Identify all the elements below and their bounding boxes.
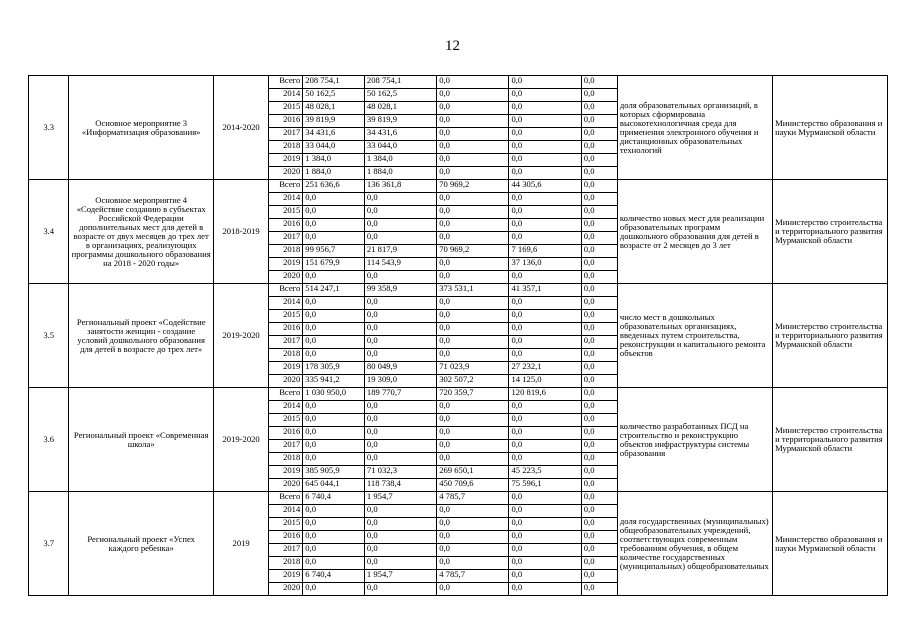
year-cell: 2020	[269, 167, 303, 180]
regional-budget-cell: 34 431,6	[364, 128, 436, 141]
total-funding-cell: 0,0	[303, 505, 365, 518]
total-funding-cell: 514 247,1	[303, 284, 365, 297]
federal-budget-cell: 70 969,2	[437, 180, 509, 193]
extrabudgetary-cell: 0,0	[581, 544, 617, 557]
year-cell: Всего	[269, 76, 303, 89]
year-cell: 2018	[269, 245, 303, 258]
total-funding-cell: 6 740,4	[303, 492, 365, 505]
federal-budget-cell: 373 531,1	[437, 284, 509, 297]
table-row	[29, 284, 888, 297]
total-funding-cell: 99 956,7	[303, 245, 365, 258]
measure-number: 3.3	[29, 76, 69, 180]
extrabudgetary-cell: 0,0	[581, 115, 617, 128]
extrabudgetary-cell: 0,0	[581, 297, 617, 310]
local-budget-cell: 41 357,1	[509, 284, 581, 297]
extrabudgetary-cell: 0,0	[581, 89, 617, 102]
extrabudgetary-cell: 0,0	[581, 323, 617, 336]
extrabudgetary-cell: 0,0	[581, 258, 617, 271]
local-budget-cell: 0,0	[509, 271, 581, 284]
year-cell: 2020	[269, 583, 303, 596]
local-budget-cell: 27 232,1	[509, 362, 581, 375]
extrabudgetary-cell: 0,0	[581, 76, 617, 89]
federal-budget-cell: 0,0	[437, 557, 509, 570]
local-budget-cell: 0,0	[509, 414, 581, 427]
federal-budget-cell: 4 785,7	[437, 570, 509, 583]
extrabudgetary-cell: 0,0	[581, 583, 617, 596]
table-row	[29, 180, 888, 193]
regional-budget-cell: 19 309,0	[364, 375, 436, 388]
regional-budget-cell: 39 819,9	[364, 115, 436, 128]
federal-budget-cell: 0,0	[437, 232, 509, 245]
total-funding-cell: 0,0	[303, 414, 365, 427]
year-cell: 2017	[269, 440, 303, 453]
local-budget-cell: 120 819,6	[509, 388, 581, 401]
year-cell: 2016	[269, 219, 303, 232]
local-budget-cell: 0,0	[509, 583, 581, 596]
local-budget-cell: 0,0	[509, 193, 581, 206]
extrabudgetary-cell: 0,0	[581, 141, 617, 154]
extrabudgetary-cell: 0,0	[581, 570, 617, 583]
year-cell: 2020	[269, 271, 303, 284]
year-cell: 2017	[269, 128, 303, 141]
regional-budget-cell: 1 954,7	[364, 492, 436, 505]
regional-budget-cell: 0,0	[364, 440, 436, 453]
federal-budget-cell: 0,0	[437, 206, 509, 219]
year-cell: 2015	[269, 310, 303, 323]
year-cell: 2016	[269, 427, 303, 440]
year-cell: 2015	[269, 414, 303, 427]
program-table	[28, 75, 888, 596]
extrabudgetary-cell: 0,0	[581, 232, 617, 245]
implementation-period: 2019-2020	[213, 284, 268, 388]
year-cell: 2014	[269, 401, 303, 414]
local-budget-cell: 0,0	[509, 544, 581, 557]
year-cell: 2018	[269, 141, 303, 154]
regional-budget-cell: 0,0	[364, 414, 436, 427]
extrabudgetary-cell: 0,0	[581, 154, 617, 167]
local-budget-cell: 0,0	[509, 557, 581, 570]
federal-budget-cell: 70 969,2	[437, 245, 509, 258]
year-cell: 2019	[269, 466, 303, 479]
extrabudgetary-cell: 0,0	[581, 557, 617, 570]
federal-budget-cell: 0,0	[437, 453, 509, 466]
extrabudgetary-cell: 0,0	[581, 531, 617, 544]
year-cell: 2019	[269, 154, 303, 167]
federal-budget-cell: 0,0	[437, 336, 509, 349]
implementation-period: 2019	[213, 492, 268, 596]
extrabudgetary-cell: 0,0	[581, 271, 617, 284]
regional-budget-cell: 0,0	[364, 297, 436, 310]
year-cell: 2014	[269, 297, 303, 310]
regional-budget-cell: 0,0	[364, 193, 436, 206]
table-row	[29, 388, 888, 401]
local-budget-cell: 0,0	[509, 154, 581, 167]
executor: Министерство образования и науки Мурманской области	[773, 492, 888, 596]
measure-number: 3.7	[29, 492, 69, 596]
total-funding-cell: 0,0	[303, 427, 365, 440]
year-cell: 2018	[269, 349, 303, 362]
extrabudgetary-cell: 0,0	[581, 193, 617, 206]
total-funding-cell: 0,0	[303, 219, 365, 232]
total-funding-cell: 0,0	[303, 531, 365, 544]
total-funding-cell: 39 819,9	[303, 115, 365, 128]
local-budget-cell: 0,0	[509, 518, 581, 531]
regional-budget-cell: 0,0	[364, 505, 436, 518]
year-cell: 2014	[269, 89, 303, 102]
federal-budget-cell: 0,0	[437, 518, 509, 531]
local-budget-cell: 7 169,6	[509, 245, 581, 258]
local-budget-cell: 0,0	[509, 531, 581, 544]
executor: Министерство строительства и территориального развития Мурманской области	[773, 180, 888, 284]
regional-budget-cell: 114 543,9	[364, 258, 436, 271]
extrabudgetary-cell: 0,0	[581, 180, 617, 193]
federal-budget-cell: 0,0	[437, 128, 509, 141]
executor: Министерство строительства и территориального развития Мурманской области	[773, 284, 888, 388]
federal-budget-cell: 0,0	[437, 323, 509, 336]
year-cell: 2016	[269, 323, 303, 336]
regional-budget-cell: 0,0	[364, 336, 436, 349]
federal-budget-cell: 0,0	[437, 440, 509, 453]
measure-name: Региональный проект «Современная школа»	[69, 388, 214, 492]
table-row	[29, 492, 888, 505]
federal-budget-cell: 0,0	[437, 76, 509, 89]
measure-number: 3.6	[29, 388, 69, 492]
regional-budget-cell: 0,0	[364, 323, 436, 336]
federal-budget-cell: 269 650,1	[437, 466, 509, 479]
local-budget-cell: 45 223,5	[509, 466, 581, 479]
local-budget-cell: 0,0	[509, 310, 581, 323]
executor: Министерство образования и науки Мурманской области	[773, 76, 888, 180]
implementation-period: 2019-2020	[213, 388, 268, 492]
total-funding-cell: 385 905,9	[303, 466, 365, 479]
measure-name: Основное мероприятие 3 «Информатизация образования»	[69, 76, 214, 180]
local-budget-cell: 0,0	[509, 440, 581, 453]
extrabudgetary-cell: 0,0	[581, 518, 617, 531]
extrabudgetary-cell: 0,0	[581, 440, 617, 453]
extrabudgetary-cell: 0,0	[581, 284, 617, 297]
local-budget-cell: 0,0	[509, 349, 581, 362]
year-cell: Всего	[269, 284, 303, 297]
federal-budget-cell: 0,0	[437, 89, 509, 102]
extrabudgetary-cell: 0,0	[581, 453, 617, 466]
regional-budget-cell: 33 044,0	[364, 141, 436, 154]
federal-budget-cell: 0,0	[437, 297, 509, 310]
extrabudgetary-cell: 0,0	[581, 219, 617, 232]
year-cell: 2017	[269, 232, 303, 245]
total-funding-cell: 151 679,9	[303, 258, 365, 271]
total-funding-cell: 0,0	[303, 401, 365, 414]
local-budget-cell: 44 305,6	[509, 180, 581, 193]
federal-budget-cell: 0,0	[437, 583, 509, 596]
federal-budget-cell: 0,0	[437, 115, 509, 128]
local-budget-cell: 0,0	[509, 76, 581, 89]
federal-budget-cell: 71 023,9	[437, 362, 509, 375]
total-funding-cell: 0,0	[303, 297, 365, 310]
federal-budget-cell: 0,0	[437, 167, 509, 180]
total-funding-cell: 0,0	[303, 518, 365, 531]
local-budget-cell: 0,0	[509, 219, 581, 232]
federal-budget-cell: 0,0	[437, 427, 509, 440]
result-indicator: доля государственных (муниципальных) общеобразовательных учреждений, соответствующих современным требованиям обучения, в общем количестве государственных (муниципальных) общеобразовательных	[617, 492, 772, 596]
extrabudgetary-cell: 0,0	[581, 336, 617, 349]
extrabudgetary-cell: 0,0	[581, 401, 617, 414]
regional-budget-cell: 0,0	[364, 349, 436, 362]
regional-budget-cell: 0,0	[364, 544, 436, 557]
federal-budget-cell: 0,0	[437, 505, 509, 518]
extrabudgetary-cell: 0,0	[581, 102, 617, 115]
local-budget-cell: 0,0	[509, 570, 581, 583]
page-number: 12	[445, 38, 460, 54]
extrabudgetary-cell: 0,0	[581, 206, 617, 219]
federal-budget-cell: 0,0	[437, 271, 509, 284]
federal-budget-cell: 0,0	[437, 310, 509, 323]
year-cell: 2017	[269, 336, 303, 349]
result-indicator: количество новых мест для реализации образовательных программ дошкольного образования для детей в возрасте от 2 месяцев до 3 лет	[617, 180, 772, 284]
extrabudgetary-cell: 0,0	[581, 245, 617, 258]
extrabudgetary-cell: 0,0	[581, 128, 617, 141]
regional-budget-cell: 0,0	[364, 271, 436, 284]
local-budget-cell: 0,0	[509, 128, 581, 141]
federal-budget-cell: 4 785,7	[437, 492, 509, 505]
regional-budget-cell: 1 954,7	[364, 570, 436, 583]
executor: Министерство строительства и территориального развития Мурманской области	[773, 388, 888, 492]
local-budget-cell: 0,0	[509, 323, 581, 336]
measure-number: 3.5	[29, 284, 69, 388]
federal-budget-cell: 720 359,7	[437, 388, 509, 401]
year-cell: 2019	[269, 362, 303, 375]
year-cell: 2019	[269, 570, 303, 583]
measure-name: Основное мероприятие 4 «Содействие созданию в субъектах Российской Федерации дополнительных мест для детей в возрасте от двух месяцев до трех лет в организациях, реализующих программы дошкольного образования на 2018 - 2020 годы»	[69, 180, 214, 284]
result-indicator: количество разработанных ПСД на строительство и реконструкцию объектов инфраструктуры системы образования	[617, 388, 772, 492]
federal-budget-cell: 450 709,6	[437, 479, 509, 492]
total-funding-cell: 0,0	[303, 310, 365, 323]
federal-budget-cell: 0,0	[437, 544, 509, 557]
federal-budget-cell: 302 507,2	[437, 375, 509, 388]
year-cell: 2016	[269, 115, 303, 128]
year-cell: 2018	[269, 557, 303, 570]
result-indicator: доля образовательных организаций, в которых сформирована высокотехнологичная среда для применения электронного обучения и дистанционных образовательных технологий	[617, 76, 772, 180]
regional-budget-cell: 50 162,5	[364, 89, 436, 102]
year-cell: 2015	[269, 206, 303, 219]
total-funding-cell: 0,0	[303, 336, 365, 349]
table-row	[29, 76, 888, 89]
regional-budget-cell: 189 770,7	[364, 388, 436, 401]
local-budget-cell: 0,0	[509, 102, 581, 115]
result-indicator: число мест в дошкольных образовательных организациях, введенных путем строительства, реконструкции и капитального ремонта объектов	[617, 284, 772, 388]
regional-budget-cell: 0,0	[364, 518, 436, 531]
extrabudgetary-cell: 0,0	[581, 362, 617, 375]
extrabudgetary-cell: 0,0	[581, 505, 617, 518]
federal-budget-cell: 0,0	[437, 258, 509, 271]
total-funding-cell: 50 162,5	[303, 89, 365, 102]
regional-budget-cell: 0,0	[364, 206, 436, 219]
total-funding-cell: 6 740,4	[303, 570, 365, 583]
measure-name: Региональный проект «Содействие занятости женщин - создание условий дошкольного образования для детей в возрасте до трех лет»	[69, 284, 214, 388]
regional-budget-cell: 0,0	[364, 557, 436, 570]
local-budget-cell: 14 125,0	[509, 375, 581, 388]
regional-budget-cell: 208 754,1	[364, 76, 436, 89]
federal-budget-cell: 0,0	[437, 141, 509, 154]
year-cell: 2014	[269, 505, 303, 518]
federal-budget-cell: 0,0	[437, 102, 509, 115]
year-cell: 2020	[269, 375, 303, 388]
year-cell: 2015	[269, 518, 303, 531]
regional-budget-cell: 0,0	[364, 310, 436, 323]
total-funding-cell: 0,0	[303, 349, 365, 362]
year-cell: 2016	[269, 531, 303, 544]
regional-budget-cell: 21 817,9	[364, 245, 436, 258]
total-funding-cell: 1 384,0	[303, 154, 365, 167]
implementation-period: 2018-2019	[213, 180, 268, 284]
total-funding-cell: 0,0	[303, 206, 365, 219]
year-cell: Всего	[269, 388, 303, 401]
regional-budget-cell: 136 361,8	[364, 180, 436, 193]
local-budget-cell: 0,0	[509, 141, 581, 154]
federal-budget-cell: 0,0	[437, 154, 509, 167]
regional-budget-cell: 0,0	[364, 401, 436, 414]
total-funding-cell: 251 636,6	[303, 180, 365, 193]
regional-budget-cell: 0,0	[364, 232, 436, 245]
total-funding-cell: 48 028,1	[303, 102, 365, 115]
regional-budget-cell: 0,0	[364, 531, 436, 544]
year-cell: 2018	[269, 453, 303, 466]
total-funding-cell: 0,0	[303, 544, 365, 557]
local-budget-cell: 0,0	[509, 297, 581, 310]
year-cell: 2014	[269, 193, 303, 206]
local-budget-cell: 0,0	[509, 505, 581, 518]
local-budget-cell: 0,0	[509, 115, 581, 128]
extrabudgetary-cell: 0,0	[581, 167, 617, 180]
local-budget-cell: 0,0	[509, 336, 581, 349]
total-funding-cell: 0,0	[303, 583, 365, 596]
local-budget-cell: 0,0	[509, 89, 581, 102]
regional-budget-cell: 71 032,3	[364, 466, 436, 479]
year-cell: Всего	[269, 492, 303, 505]
extrabudgetary-cell: 0,0	[581, 375, 617, 388]
year-cell: 2019	[269, 258, 303, 271]
extrabudgetary-cell: 0,0	[581, 466, 617, 479]
total-funding-cell: 1 030 950,0	[303, 388, 365, 401]
total-funding-cell: 645 044,1	[303, 479, 365, 492]
year-cell: Всего	[269, 180, 303, 193]
measure-number: 3.4	[29, 180, 69, 284]
local-budget-cell: 0,0	[509, 492, 581, 505]
extrabudgetary-cell: 0,0	[581, 479, 617, 492]
regional-budget-cell: 99 358,9	[364, 284, 436, 297]
extrabudgetary-cell: 0,0	[581, 427, 617, 440]
total-funding-cell: 0,0	[303, 193, 365, 206]
total-funding-cell: 1 884,0	[303, 167, 365, 180]
extrabudgetary-cell: 0,0	[581, 414, 617, 427]
federal-budget-cell: 0,0	[437, 531, 509, 544]
total-funding-cell: 0,0	[303, 453, 365, 466]
local-budget-cell: 0,0	[509, 427, 581, 440]
regional-budget-cell: 1 384,0	[364, 154, 436, 167]
total-funding-cell: 0,0	[303, 557, 365, 570]
implementation-period: 2014-2020	[213, 76, 268, 180]
local-budget-cell: 0,0	[509, 206, 581, 219]
regional-budget-cell: 0,0	[364, 453, 436, 466]
measure-name: Региональный проект «Успех каждого ребенка»	[69, 492, 214, 596]
total-funding-cell: 335 941,2	[303, 375, 365, 388]
regional-budget-cell: 1 884,0	[364, 167, 436, 180]
federal-budget-cell: 0,0	[437, 414, 509, 427]
extrabudgetary-cell: 0,0	[581, 349, 617, 362]
local-budget-cell: 0,0	[509, 167, 581, 180]
year-cell: 2020	[269, 479, 303, 492]
local-budget-cell: 37 136,0	[509, 258, 581, 271]
extrabudgetary-cell: 0,0	[581, 388, 617, 401]
extrabudgetary-cell: 0,0	[581, 310, 617, 323]
regional-budget-cell: 0,0	[364, 219, 436, 232]
regional-budget-cell: 0,0	[364, 583, 436, 596]
table-body	[29, 76, 888, 596]
regional-budget-cell: 0,0	[364, 427, 436, 440]
total-funding-cell: 0,0	[303, 271, 365, 284]
total-funding-cell: 0,0	[303, 232, 365, 245]
local-budget-cell: 0,0	[509, 453, 581, 466]
local-budget-cell: 0,0	[509, 232, 581, 245]
local-budget-cell: 0,0	[509, 401, 581, 414]
federal-budget-cell: 0,0	[437, 219, 509, 232]
total-funding-cell: 208 754,1	[303, 76, 365, 89]
year-cell: 2017	[269, 544, 303, 557]
total-funding-cell: 0,0	[303, 323, 365, 336]
regional-budget-cell: 80 049,9	[364, 362, 436, 375]
extrabudgetary-cell: 0,0	[581, 492, 617, 505]
regional-budget-cell: 48 028,1	[364, 102, 436, 115]
regional-budget-cell: 118 738,4	[364, 479, 436, 492]
year-cell: 2015	[269, 102, 303, 115]
federal-budget-cell: 0,0	[437, 349, 509, 362]
federal-budget-cell: 0,0	[437, 401, 509, 414]
total-funding-cell: 178 305,9	[303, 362, 365, 375]
federal-budget-cell: 0,0	[437, 193, 509, 206]
total-funding-cell: 34 431,6	[303, 128, 365, 141]
total-funding-cell: 0,0	[303, 440, 365, 453]
total-funding-cell: 33 044,0	[303, 141, 365, 154]
local-budget-cell: 75 596,1	[509, 479, 581, 492]
